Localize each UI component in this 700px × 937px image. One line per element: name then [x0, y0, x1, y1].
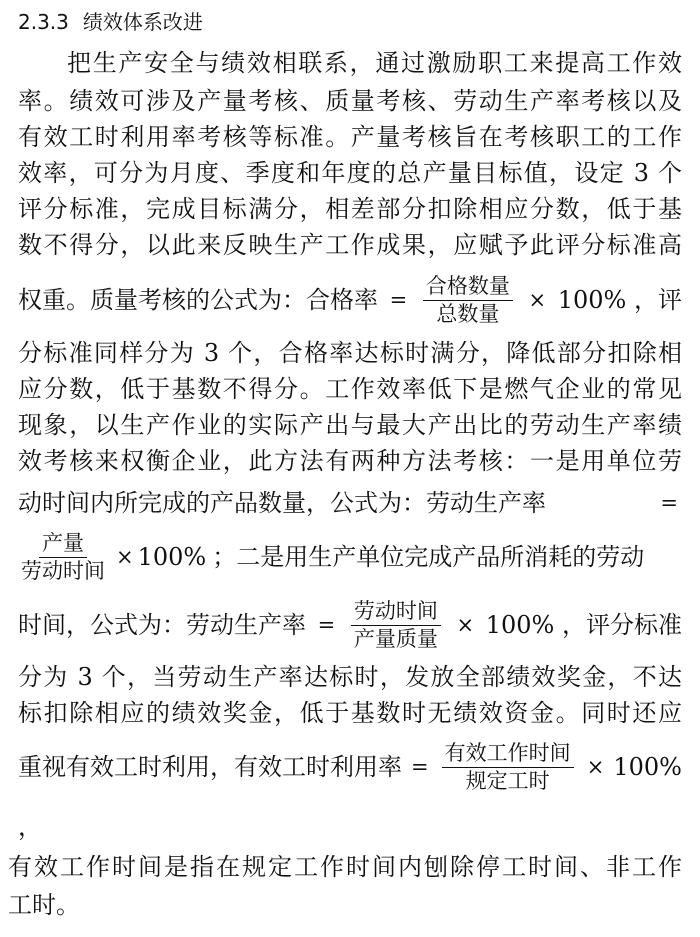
times-sign: × [116, 545, 134, 569]
section-heading [18, 8, 203, 36]
fraction-numerator: 产量 [39, 531, 87, 558]
paragraph-text: ，评 [633, 286, 682, 314]
fraction-numerator: 劳动时间 [351, 599, 441, 626]
paragraph-line: 率。绩效可涉及产量考核、质量考核、劳动生产率考核以及 [18, 87, 682, 115]
paragraph-line: 有效工时利用率考核等标准。产量考核旨在考核职工的工作 [18, 123, 682, 151]
paragraph-text: 动时间内所完成的产品数量，公式为：劳动生产率 [18, 489, 546, 517]
formula-line-effective-hours [18, 738, 682, 796]
paragraph-line: 有效工作时间是指在规定工作时间内刨除停工时间、非工作 [8, 853, 682, 881]
fraction-productivity-1 [18, 531, 108, 584]
paragraph-line: 把生产安全与绩效相联系，通过激励职工来提高工作效 [67, 49, 682, 77]
paragraph-line: 工时。 [8, 891, 80, 919]
fraction-numerator: 有效工作时间 [442, 741, 574, 768]
times-sign: × [456, 613, 475, 637]
paragraph-text: ；二是用生产单位完成产品所消耗的劳动 [212, 543, 645, 571]
fraction-numerator: 合格数量 [423, 274, 513, 301]
paragraph-line: 效率，可分为月度、季度和年度的总产量目标值，设定 3 个 [18, 159, 682, 187]
paragraph-text: 重视有效工时利用，有效工时利用率 [18, 753, 402, 781]
paragraph-line: 标扣除相应的绩效奖金，低于基数时无绩效资金。同时还应 [18, 699, 682, 727]
fraction-productivity-2 [351, 599, 441, 652]
times-sign: × [586, 755, 605, 779]
formula-line-productivity-2 [18, 596, 682, 654]
formula-line-pass-rate [18, 272, 682, 328]
section-title: 绩效体系改进 [82, 10, 203, 34]
percent-value: 100% [557, 286, 627, 314]
equals-sign: = [660, 491, 678, 515]
fraction-effective-hours [442, 741, 574, 794]
fraction-denominator: 劳动时间 [21, 558, 105, 583]
paragraph-line: 现象，以生产作业的实际产出与最大产出比的劳动生产率绩 [18, 411, 682, 439]
paragraph-line: 分标准同样分为 3 个，合格率达标时满分，降低部分扣除相 [18, 339, 682, 367]
fraction-denominator: 规定工时 [465, 768, 550, 793]
formula-line-productivity-1 [18, 528, 682, 586]
equals-sign: = [317, 613, 336, 637]
paragraph-line: ， [18, 813, 42, 841]
paragraph-text: ，评分标准 [561, 611, 682, 639]
percent-value: 100% [137, 543, 207, 571]
equals-sign: = [389, 288, 408, 312]
fraction-denominator: 总数量 [436, 301, 500, 326]
times-sign: × [528, 288, 547, 312]
fraction-denominator: 产量质量 [353, 626, 438, 651]
paragraph-line: 应分数，低于基数不得分。工作效率低下是燃气企业的常见 [18, 375, 682, 403]
formula-line-productivity-lead [18, 488, 682, 518]
fraction-pass-rate [423, 274, 513, 327]
equals-sign: = [411, 755, 429, 779]
paragraph-line: 评分标准，完成目标满分，相差部分扣除相应分数，低于基 [18, 195, 682, 223]
paragraph-line: 数不得分，以此来反映生产工作成果，应赋予此评分标准高 [18, 231, 682, 259]
paragraph-line: 效考核来权衡企业，此方法有两种方法考核：一是用单位劳 [18, 447, 682, 475]
percent-value: 100% [613, 753, 682, 781]
section-number: 2.3.3 [18, 10, 69, 34]
paragraph-line: 分为 3 个，当劳动生产率达标时，发放全部绩效奖金，不达 [18, 663, 682, 691]
paragraph-text: 权重。质量考核的公式为：合格率 [18, 286, 378, 314]
percent-value: 100% [485, 611, 555, 639]
paragraph-text: 时间，公式为：劳动生产率 [18, 611, 306, 639]
